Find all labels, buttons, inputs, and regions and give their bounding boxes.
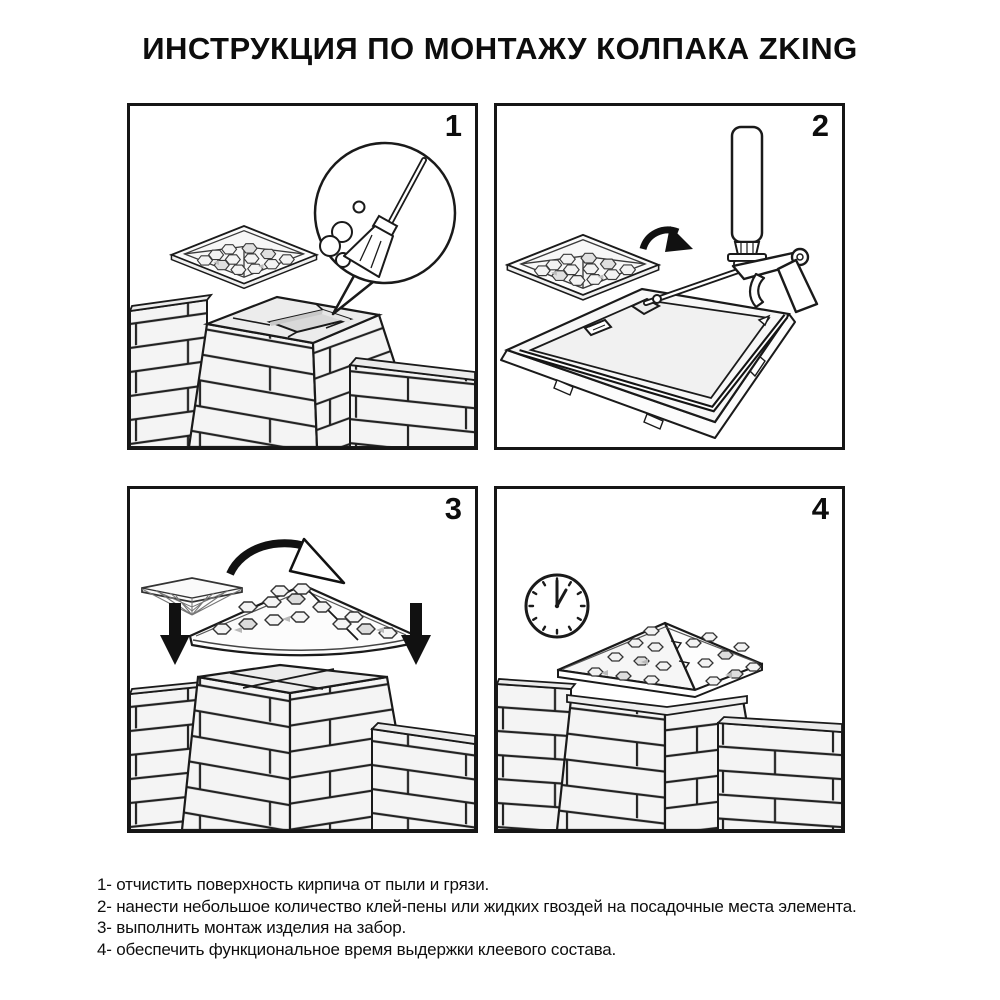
cap-underside-mesh (142, 578, 242, 615)
panel-step-3 (127, 486, 478, 833)
step-line-1: 1- отчистить поверхность кирпича от пыли и грязи. (97, 875, 490, 894)
cap-installed (558, 623, 762, 697)
panel-number: 4 (811, 491, 829, 526)
foam-canister (728, 127, 766, 267)
cap-top-view (507, 235, 658, 300)
cap-top-view (171, 226, 316, 288)
illustration-mount-cap (130, 489, 475, 830)
down-arrow-icon (160, 603, 190, 665)
panel-number: 3 (444, 491, 462, 526)
brick-wall-right (350, 358, 475, 447)
flip-arrow-icon (230, 539, 344, 583)
clock-icon (526, 575, 588, 637)
foam-gun-icon (646, 127, 817, 312)
panel-number: 1 (444, 108, 462, 143)
illustration-apply-adhesive (497, 106, 842, 447)
illustration-clean-surface (130, 106, 475, 447)
step-line-3: 3- выполнить монтаж изделия на забор. (97, 918, 407, 938)
brick-wall-right (372, 723, 475, 830)
flip-arrow-icon (643, 226, 693, 252)
step-line-4: 4- обеспечить функциональное время выдержки клеевого состава. (97, 939, 616, 959)
step-line-2: 2- нанести небольшое количество клей-пены или жидких гвоздей на посадочные места элемента. (97, 896, 857, 916)
panel-grid (127, 103, 845, 833)
panel-step-1 (127, 103, 478, 450)
panel-step-4 (494, 486, 845, 833)
panel-number: 2 (811, 108, 829, 143)
page-title: ИНСТРУКЦИЯ ПО МОНТАЖУ КОЛПАКА ZKING (142, 31, 858, 66)
instruction-steps (97, 874, 967, 960)
illustration-curing-time (497, 489, 842, 830)
adhesive-tray (501, 289, 795, 438)
panel-step-2 (494, 103, 845, 450)
brick-wall-right (718, 717, 842, 830)
